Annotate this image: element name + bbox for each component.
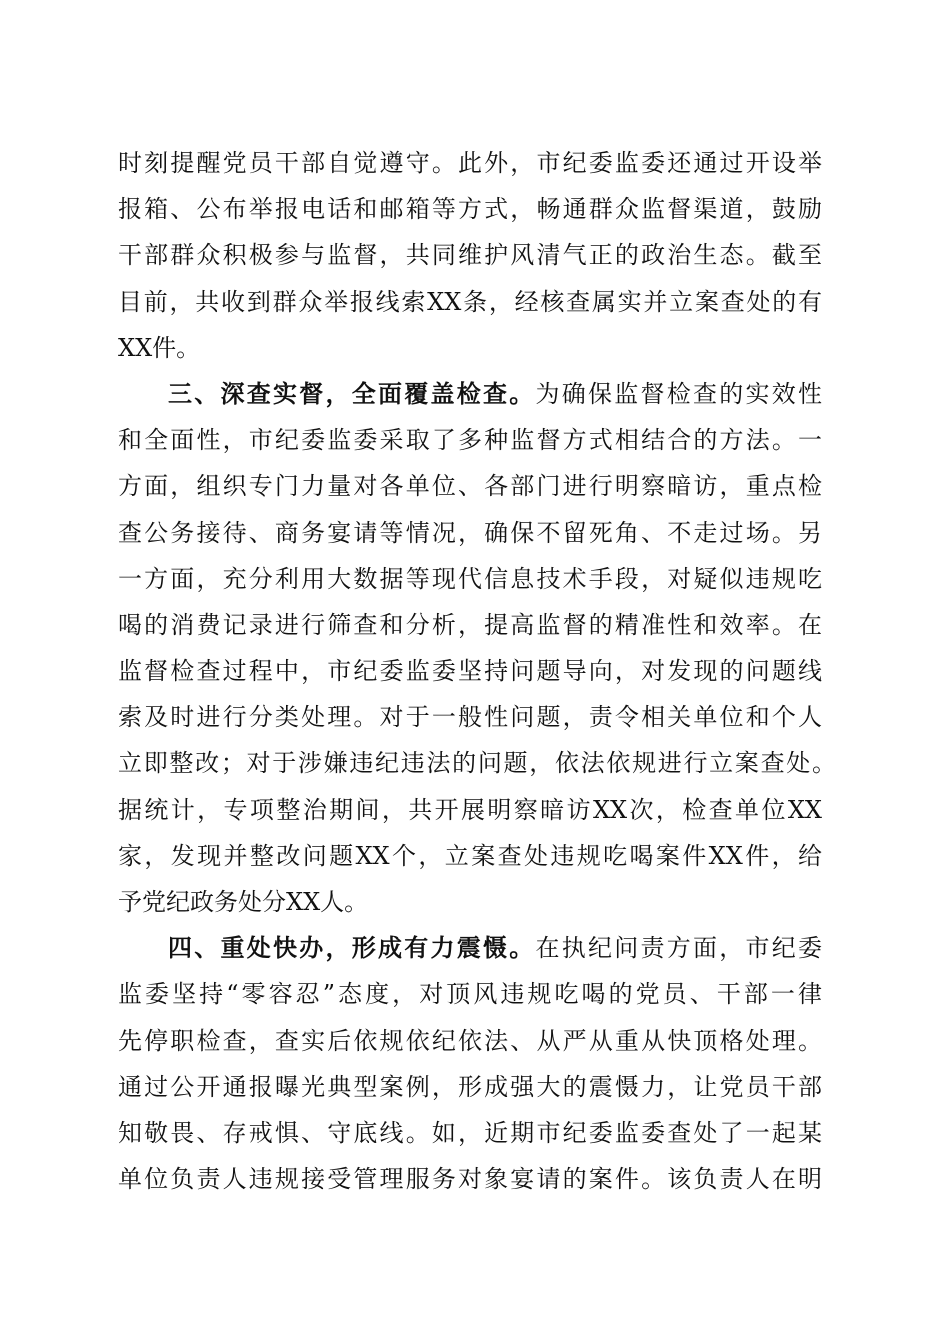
text-line: 索及时进行分类处理。对于一般性问题，责令相关单位和个人 [118, 703, 822, 732]
body-text [118, 140, 836, 1202]
text-line: 先停职检查，查实后依规依纪依法、从严从重从快顶格处理。 [118, 1026, 822, 1055]
text-line: 干部群众积极参与监督，共同维护风清气正的政治生态。截至 [118, 241, 822, 270]
text-line: 目前，共收到群众举报线索XX条，经核查属实并立案查处的有 [118, 287, 822, 316]
text-line-heading [118, 925, 822, 971]
paragraph-section-4 [118, 925, 822, 1202]
paragraph-continued [118, 140, 822, 371]
text-line-heading [118, 371, 822, 417]
text-line: 和全面性，市纪委监委采取了多种监督方式相结合的方法。一 [118, 426, 822, 455]
text-line: 监委坚持“零容忍”态度，对顶风违规吃喝的党员、干部一律 [118, 980, 822, 1009]
text-line: 立即整改；对于涉嫌违纪违法的问题，依法依规进行立案查处。 [118, 749, 836, 778]
text-line: 据统计，专项整治期间，共开展明察暗访XX次，检查单位XX [118, 795, 822, 824]
text-line: 家，发现并整改问题XX个，立案查处违规吃喝案件XX件，给 [118, 841, 822, 870]
text-line: 方面，组织专门力量对各单位、各部门进行明察暗访，重点检 [118, 472, 822, 501]
text-line: 通过公开通报曝光典型案例，形成强大的震慑力，让党员干部 [118, 1072, 822, 1101]
paragraph-section-3 [118, 371, 836, 925]
text-line: 报箱、公布举报电话和邮箱等方式，畅通群众监督渠道，鼓励 [118, 195, 822, 224]
text-line: 喝的消费记录进行筛查和分析，提高监督的精准性和效率。在 [118, 610, 822, 639]
text-line: 一方面，充分利用大数据等现代信息技术手段，对疑似违规吃 [118, 564, 822, 593]
section-heading: 四、重处快办，形成有力震慑。 [168, 933, 536, 963]
text-line: XX件。 [118, 333, 201, 362]
text-line: 监督检查过程中，市纪委监委坚持问题导向，对发现的问题线 [118, 657, 822, 686]
text-line: 查公务接待、商务宴请等情况，确保不留死角、不走过场。另 [118, 518, 822, 547]
text-run: 在执纪问责方面，市纪委 [535, 934, 822, 963]
text-run: 为确保监督检查的实效性 [535, 379, 822, 408]
section-heading: 三、深查实督，全面覆盖检查。 [168, 378, 536, 408]
text-line: 予党纪政务处分XX人。 [118, 888, 369, 916]
text-line: 时刻提醒党员干部自觉遵守。此外，市纪委监委还通过开设举 [118, 149, 822, 177]
text-line: 单位负责人违规接受管理服务对象宴请的案件。该负责人在明 [118, 1165, 822, 1194]
text-line: 知敬畏、存戒惧、守底线。如，近期市纪委监委查处了一起某 [118, 1118, 822, 1147]
